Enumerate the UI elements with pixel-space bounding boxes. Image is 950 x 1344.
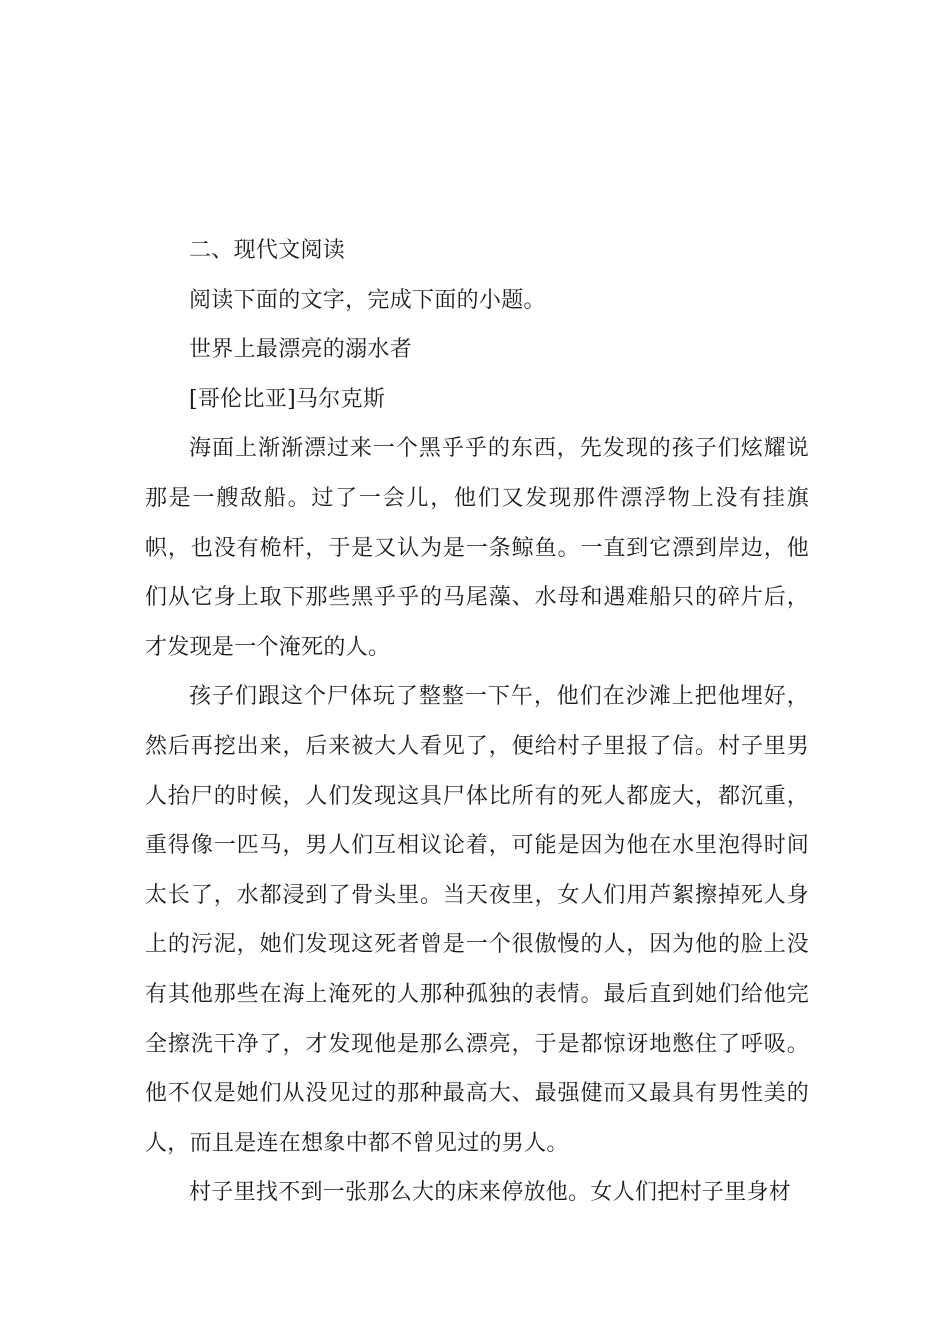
story-paragraph-1: 海面上渐渐漂过来一个黑乎乎的东西，先发现的孩子们炫耀说那是一艘敌船。过了一会儿，他们又发现那件漂浮物上没有挂旗帜，也没有桅杆，于是又认为是一条鲸鱼。一直到它漂到岸边，他们从它身上取下那些黑乎乎的马尾藻、水母和遇难船只的碎片后，才发现是一个淹死的人。 <box>145 436 809 660</box>
story-title: 世界上最漂亮的溺水者 <box>189 337 413 363</box>
story-paragraph-3: 村子里找不到一张那么大的床来停放他。女人们把村子里身材 <box>189 1180 792 1206</box>
section-heading: 二、现代文阅读 <box>189 238 346 263</box>
story-author: [哥伦比亚]马尔克斯 <box>189 386 386 412</box>
story-paragraph-2: 孩子们跟这个尸体玩了整整一下午，他们在沙滩上把他埋好，然后再挖出来，后来被大人看见了，便给村子里报了信。村子里男人抬尸的时候，人们发现这具尸体比所有的死人都庞大，都沉重，重得像一匹马，男人们互相议论着，可能是因为他在水里泡得时间太长了，水都浸到了骨头里。当天夜里，女人们用芦絮擦掉死人身上的污泥，她们发现这死者曾是一个很傲慢的人，因为他的脸上没有其他那些在海上淹死的人那种孤独的表情。最后直到她们给他完全擦洗干净了，才发现他是那么漂亮，于是都惊讶地憋住了呼吸。他不仅是她们从没见过的那种最高大、最强健而又最具有男性美的人，而且是连在想象中都不曾见过的男人。 <box>145 684 809 1156</box>
document-body <box>145 226 809 1218</box>
reading-instruction: 阅读下面的文字，完成下面的小题。 <box>189 287 546 313</box>
